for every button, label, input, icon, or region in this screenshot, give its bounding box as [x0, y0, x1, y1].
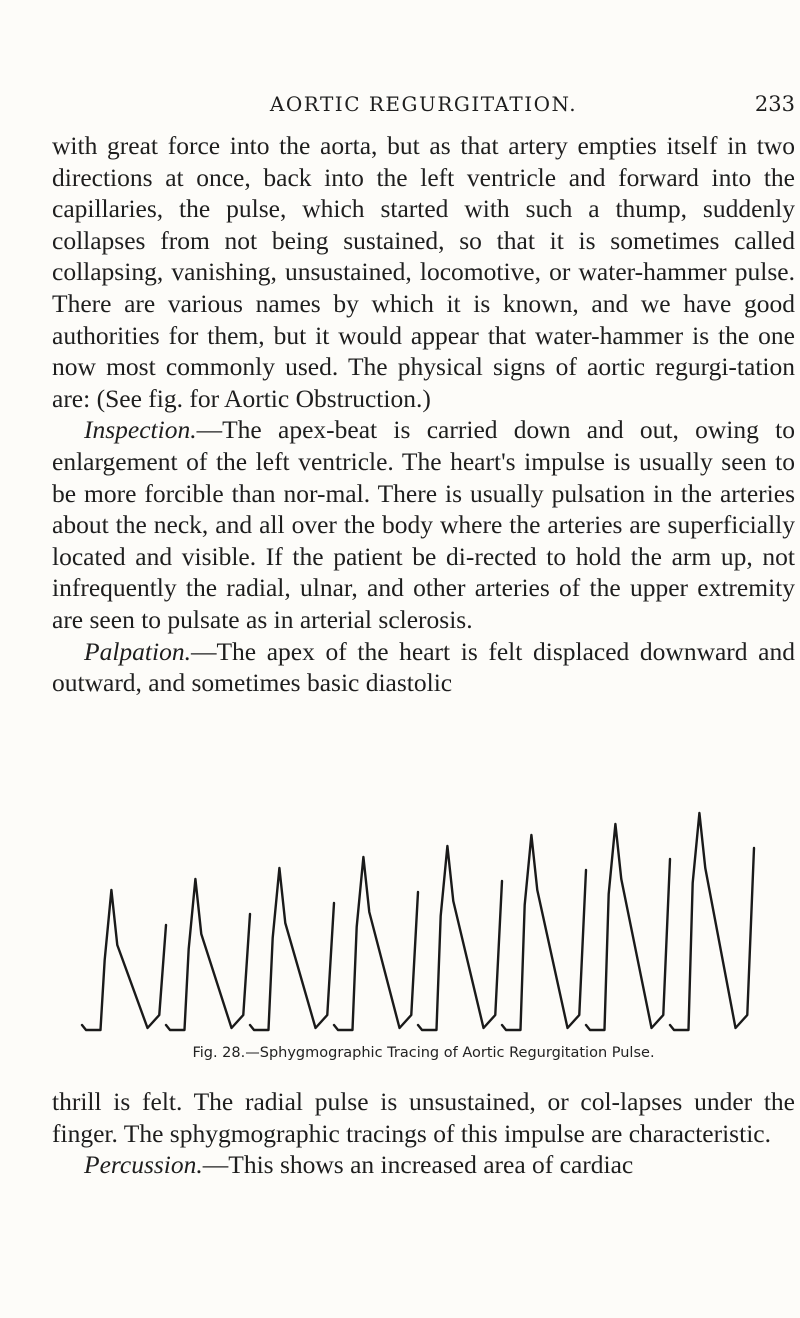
paragraph-text: thrill is felt. The radial pulse is unsustained, or col-lapses under the finger. The sphygmographic tracings of this impulse are characteristic. — [52, 1087, 795, 1148]
pulse-wave — [502, 835, 586, 1030]
paragraph — [52, 1149, 795, 1181]
body-text-top — [52, 130, 795, 699]
pulse-wave — [586, 824, 670, 1030]
paragraph — [52, 414, 795, 635]
paragraph-text: —The apex of the heart is felt displaced downward and outward, and sometimes basic diastolic — [52, 636, 795, 698]
running-title: AORTIC REGURGITATION. — [269, 92, 578, 116]
tracing-waveform — [82, 813, 754, 1030]
pulse-wave — [670, 813, 754, 1030]
section-heading-inspection: Inspection. — [84, 415, 197, 445]
figure-caption: Fig. 28.—Sphygmographic Tracing of Aortic Regurgitation Pulse. — [192, 1045, 655, 1061]
section-heading-palpation: Palpation. — [84, 636, 191, 666]
page-number: 233 — [754, 92, 795, 116]
paragraph-text: —The apex-beat is carried down and out, owing to enlargement of the left ventricle. The heart's impulse is usually seen to be more forcible than nor-mal. There is usually pulsation in the arteries about the neck, and all over the body where the arteries are superficially located and visible. If the patient be di-rected to hold the arm up, not infrequently the radial, ulnar, and other arteries of the upper extremity are seen to pulsate as in arterial sclerosis. — [52, 415, 795, 634]
running-head — [52, 92, 795, 120]
pulse-wave — [250, 868, 334, 1030]
sphygmographic-tracing — [52, 765, 795, 1040]
paragraph — [52, 1086, 795, 1149]
paragraph — [52, 636, 795, 699]
paragraph-text: with great force into the aorta, but as that artery empties itself in two directions at once, back into the left ventricle and forward into the capillaries, the pulse, which started with such a thump, suddenly collapses from not being sustained, so that it is sometimes called collapsing, vanishing, unsustained, locomotive, or water-hammer pulse. There are various names by which it is known, and we have good authorities for them, but it would appear that water-hammer is the one now most commonly used. The physical signs of aortic regurgi-tation are: (See fig. for Aortic Obstruction.) — [52, 131, 795, 413]
body-text-bottom — [52, 1086, 795, 1181]
paragraph-text: —This shows an increased area of cardiac — [202, 1150, 634, 1180]
section-heading-percussion: Percussion. — [84, 1150, 203, 1180]
figure — [52, 765, 795, 1070]
paragraph — [52, 130, 795, 414]
pulse-wave — [166, 879, 250, 1030]
pulse-wave — [82, 890, 166, 1030]
pulse-wave — [334, 857, 418, 1030]
pulse-wave — [418, 846, 502, 1030]
